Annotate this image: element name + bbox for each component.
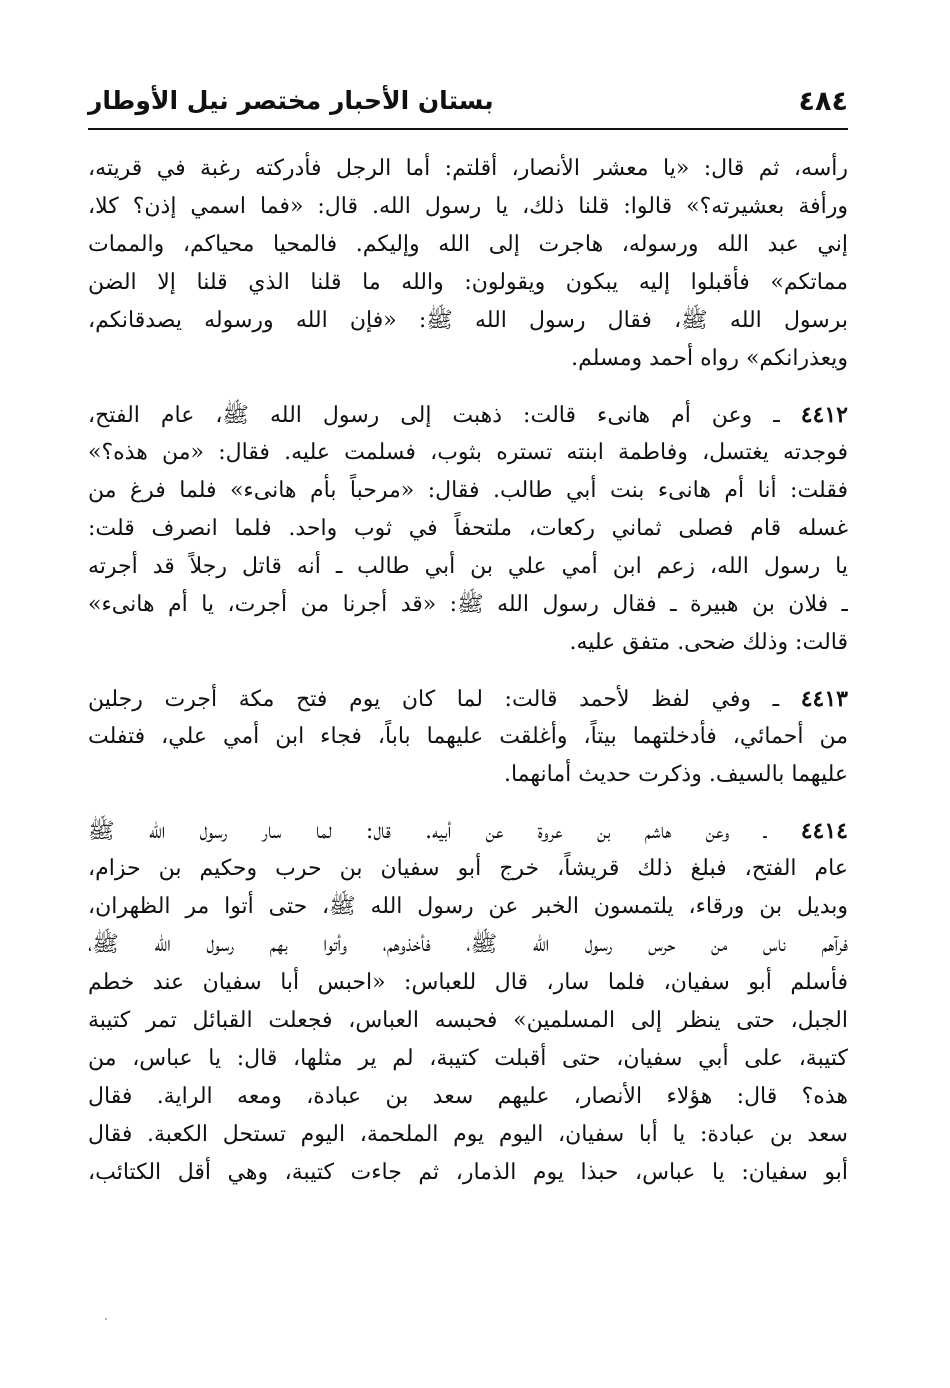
text-line-first [88, 680, 848, 718]
text-line: يا رسول الله، زعم ابن أمي علي بن أبي طالب ـ أنه قاتل رجلاً قد أجرته [88, 554, 848, 579]
text-line: مماتكم» فأقبلوا إليه يبكون ويقولون: والله ما قلنا الذي قلنا إلا الضن [88, 270, 848, 295]
text-line-first [88, 396, 848, 434]
hadith-number: ٤٤١٣ [800, 686, 848, 712]
text-fragment: ـ وفي لفظ لأحمد قالت: لما كان يوم فتح مكة أجرت رجلين [88, 687, 801, 712]
text-line: كتيبة، على أبي سفيان، حتى أقبلت كتيبة، لم ير مثلها، قال: يا عباس، من [88, 1046, 848, 1071]
paragraph-gap [88, 662, 848, 680]
text-line: فرآهم ناس من حرس رسول الله ﷺ، فأخذوهم، وأتوا بهم رسول الله ﷺ، [88, 932, 848, 957]
text-line: غسله قام فصلى ثماني ركعات، ملتحفاً في ثوب واحد. فلما انصرف قلت: [88, 516, 848, 541]
text-line: سعد بن عبادة: يا أبا سفيان، اليوم يوم الملحمة، اليوم تستحل الكعبة. فقال [88, 1122, 848, 1147]
text-fragment: ـ وعن هاشم بن عروة عن أبيه. قال: لما سار رسول الله ﷺ [88, 819, 801, 844]
text-line: ورأفة بعشيرته؟» قالوا: قلنا ذلك، يا رسول الله. قال: «فما اسمي إذن؟ كلا، [88, 194, 848, 219]
text-line: رأسه، ثم قال: «يا معشر الأنصار، أقلتم: أما الرجل فأدركته رغبة في قريته، [88, 156, 848, 181]
text-line-first [88, 812, 848, 850]
page-number: ٤٨٤ [798, 86, 848, 117]
text-line: إني عبد الله ورسوله، هاجرت إلى الله وإليكم. فالمحيا محياكم، والممات [88, 232, 848, 257]
page-header [88, 80, 848, 126]
text-fragment: ـ وعن أم هانىء قالت: ذهبت إلى رسول الله ﷺ، عام الفتح، [88, 403, 801, 428]
text-line: عام الفتح، فبلغ ذلك قريشاً، خرج أبو سفيان بن حرب وحكيم بن حزام، [88, 856, 848, 881]
body-text [88, 150, 848, 1192]
text-line: ـ فلان بن هبيرة ـ فقال رسول الله ﷺ: «قد أجرنا من أجرت، يا أم هانىء» [88, 592, 848, 617]
text-line: فوجدته يغتسل، وفاطمة ابنته تستره بثوب، فسلمت عليه. فقال: «من هذه؟» [88, 440, 848, 465]
paragraph-gap [88, 794, 848, 812]
text-line: عليهما بالسيف. وذكرت حديث أمانهما. [503, 762, 848, 787]
text-line: قالت: وذلك ضحى. متفق عليه. [569, 630, 848, 655]
text-line: الجبل، حتى ينظر إلى المسلمين» فحبسه العباس، فجعلت القبائل تمر كتيبة [88, 1008, 848, 1033]
text-line: برسول الله ﷺ، فقال رسول الله ﷺ: «فإن الله ورسوله يصدقانكم، [88, 308, 848, 333]
paragraph-continuation [88, 150, 848, 378]
text-line: وبديل بن ورقاء، يلتمسون الخبر عن رسول الله ﷺ، حتى أتوا مر الظهران، [88, 894, 848, 919]
scan-speck [105, 1318, 107, 1320]
text-line: ويعذرانكم» رواه أحمد ومسلم. [571, 346, 848, 371]
text-line: فقلت: أنا أم هانىء بنت أبي طالب. فقال: «مرحباً بأم هانىء» فلما فرغ من [88, 478, 848, 503]
text-line: هذه؟ قال: هؤلاء الأنصار، عليهم سعد بن عبادة، ومعه الراية. فقال [88, 1084, 848, 1109]
hadith-4413 [88, 680, 848, 794]
paragraph-gap [88, 378, 848, 396]
hadith-number: ٤٤١٤ [800, 818, 848, 844]
hadith-4412 [88, 396, 848, 662]
hadith-number: ٤٤١٢ [800, 402, 848, 428]
running-title: بستان الأحبار مختصر نيل الأوطار [88, 86, 494, 115]
text-line: فأسلم أبو سفيان، فلما سار، قال للعباس: «احبس أبا سفيان عند خطم [88, 970, 848, 995]
text-line: من أحمائي، فأدخلتهما بيتاً، وأغلقت عليهما باباً، فجاء ابن أمي علي، فتفلت [88, 724, 848, 749]
text-line: أبو سفيان: يا عباس، حبذا يوم الذمار، ثم جاءت كتيبة، وهي أقل الكتائب، [88, 1160, 848, 1185]
hadith-4414 [88, 812, 848, 1192]
header-rule [88, 128, 848, 130]
